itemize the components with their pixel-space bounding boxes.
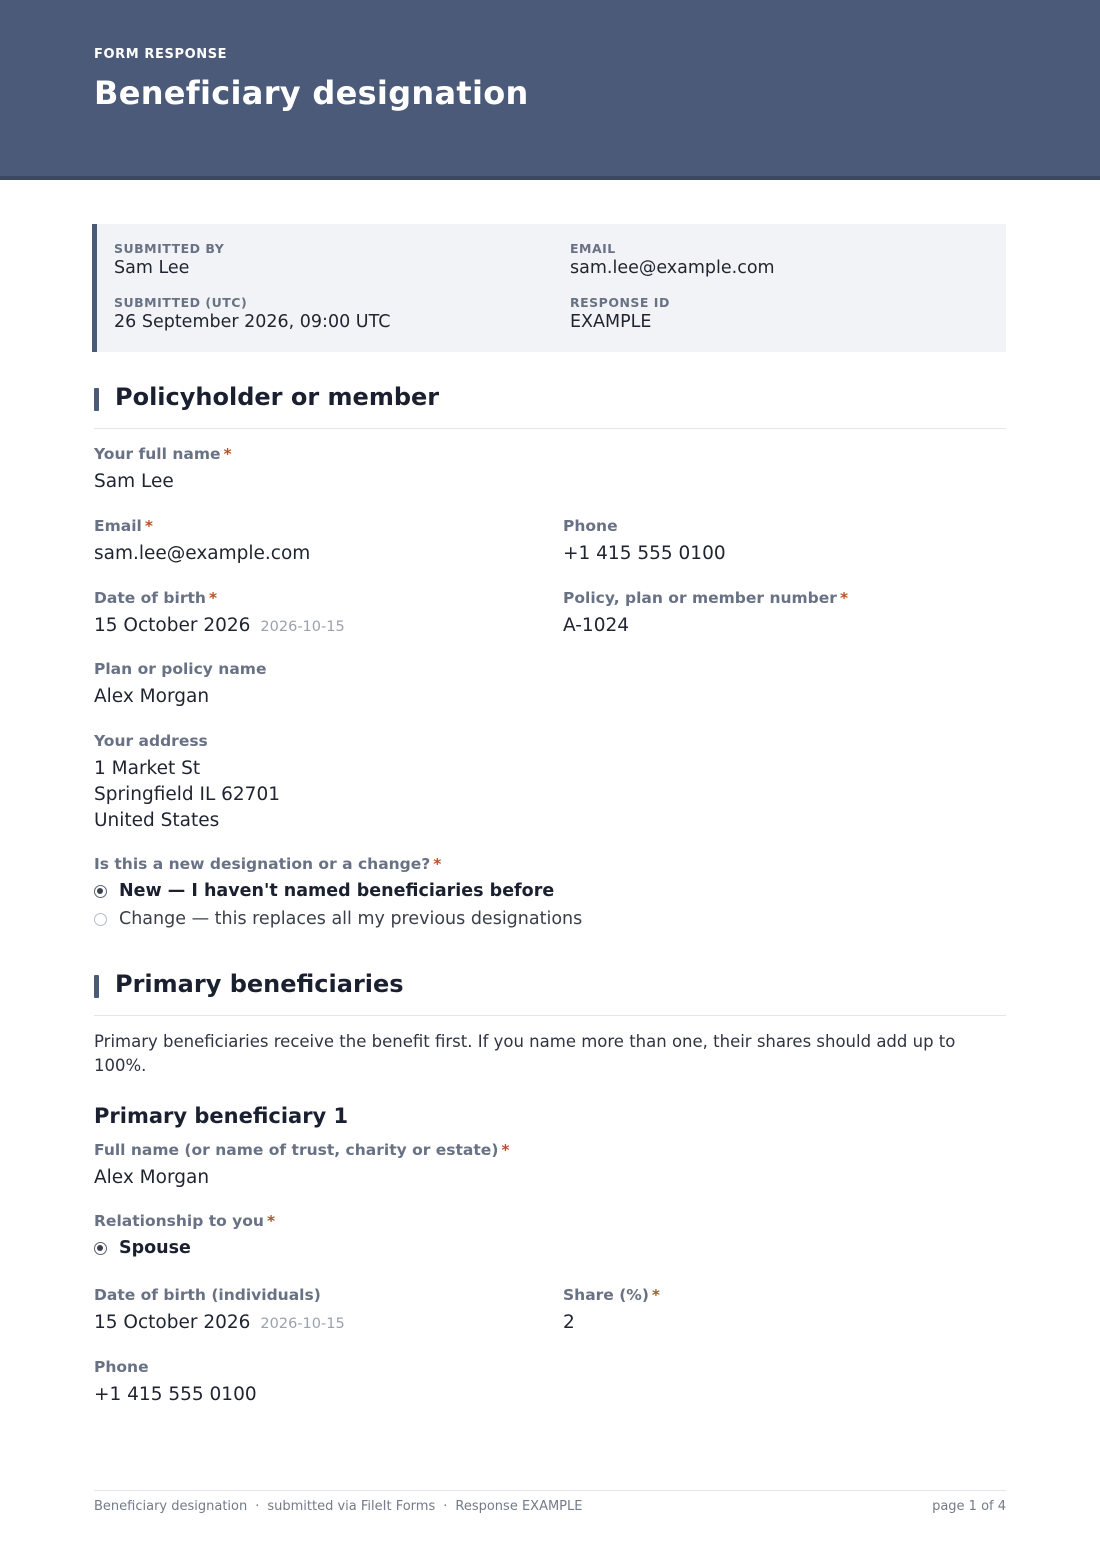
footer-page-number: page 1 of 4 [932,1499,1006,1514]
required-marker: * [266,1212,276,1230]
meta-email [570,241,775,279]
field-label: Share (%) * [563,1286,661,1304]
field-full-name [94,444,232,495]
radio-option-change [94,905,582,933]
field-label: Your address [94,732,208,750]
field-value: Alex Morgan [94,686,210,707]
meta-label: RESPONSE ID [570,295,670,310]
required-marker: * [839,589,849,607]
submission-meta-panel [92,224,1006,352]
required-marker: * [501,1141,510,1159]
field-label: Plan or policy name [94,660,267,678]
field-label: Relationship to you * [94,1212,276,1230]
section-heading-policyholder [94,383,1006,429]
address-value [94,756,280,834]
field-label: Is this a new designation or a change? * [94,855,442,873]
field-label: Email * [94,517,153,535]
field-value: Sam Lee [94,471,174,492]
field-phone [563,516,726,567]
iso-date: 2026-10-15 [260,619,345,635]
meta-submitted-by [114,241,224,279]
radio-option-new [94,877,582,905]
required-marker: * [144,517,153,535]
iso-date: 2026-10-15 [260,1316,345,1332]
field-designation-type [94,854,582,933]
section-heading-primary-beneficiaries [94,970,1006,1016]
required-marker: * [651,1286,661,1304]
address-line: Springfield IL 62701 [94,784,280,805]
section-accent-bar [94,975,99,998]
footer-form-name: Beneficiary designation [94,1499,248,1514]
field-label: Date of birth * [94,589,218,607]
meta-submitted-utc [114,295,390,333]
field-beneficiary-phone [94,1357,257,1408]
meta-response-id [570,295,670,333]
field-label: Date of birth (individuals) [94,1286,321,1304]
radio-group [94,877,582,933]
field-address [94,731,280,834]
meta-value: EXAMPLE [570,312,652,332]
field-value: sam.lee@example.com [94,543,311,564]
section-title: Primary beneficiaries [115,970,404,998]
section-accent-bar [94,388,99,411]
radio-label: New — I haven't named beneficiaries before [119,881,555,901]
field-label: Phone [563,517,618,535]
field-value: A-1024 [563,615,630,636]
page-footer [94,1490,1006,1521]
footer-response: Response EXAMPLE [455,1499,583,1514]
field-value: +1 415 555 0100 [563,543,726,564]
meta-label: SUBMITTED BY [114,241,225,256]
radio-label: Change — this replaces all my previous designations [119,909,583,929]
field-label: Phone [94,1358,149,1376]
radio-selected-icon [94,1242,107,1255]
field-plan-name [94,659,266,710]
meta-value: Sam Lee [114,258,190,278]
field-relationship [94,1211,275,1262]
radio-label: Spouse [119,1238,191,1258]
field-value: 15 October 2026 2026-10-15 [94,615,345,636]
page-header [0,0,1100,180]
form-response-eyebrow: FORM RESPONSE [94,47,228,62]
field-date-of-birth [94,588,345,640]
address-line: United States [94,810,220,831]
radio-unselected-icon [94,913,107,926]
section-intro-text: Primary beneficiaries receive the benefit first. If you name more than one, their shares should add up to 100%. [94,1032,956,1075]
required-marker: * [208,589,218,607]
required-marker: * [223,445,232,463]
meta-label: SUBMITTED (UTC) [114,295,248,310]
meta-value: sam.lee@example.com [570,258,775,278]
field-value: Alex Morgan [94,1167,210,1188]
radio-option-spouse [94,1234,275,1262]
field-value: +1 415 555 0100 [94,1384,257,1405]
field-value: 2 [563,1312,575,1333]
field-email [94,516,310,567]
section-title: Policyholder or member [115,383,440,411]
field-value: 15 October 2026 2026-10-15 [94,1312,345,1333]
meta-value: 26 September 2026, 09:00 UTC [114,312,391,332]
footer-submitted-via: submitted via FileIt Forms [267,1499,436,1514]
field-policy-number [563,588,848,639]
field-beneficiary-full-name [94,1140,510,1191]
page-title: Beneficiary designation [94,74,529,112]
footer-separator: · [255,1499,260,1514]
footer-separator: · [443,1499,448,1514]
meta-label: EMAIL [570,241,616,256]
radio-group [94,1234,275,1262]
beneficiary-heading: Primary beneficiary 1 [94,1104,349,1128]
field-share [563,1285,660,1336]
required-marker: * [433,855,442,873]
radio-selected-icon [94,885,107,898]
address-line: 1 Market St [94,758,201,779]
field-label: Policy, plan or member number * [563,589,849,607]
footer-info [94,1499,582,1514]
field-label: Your full name * [94,445,232,463]
field-label: Full name (or name of trust, charity or estate) * [94,1141,510,1159]
field-beneficiary-dob [94,1285,345,1337]
